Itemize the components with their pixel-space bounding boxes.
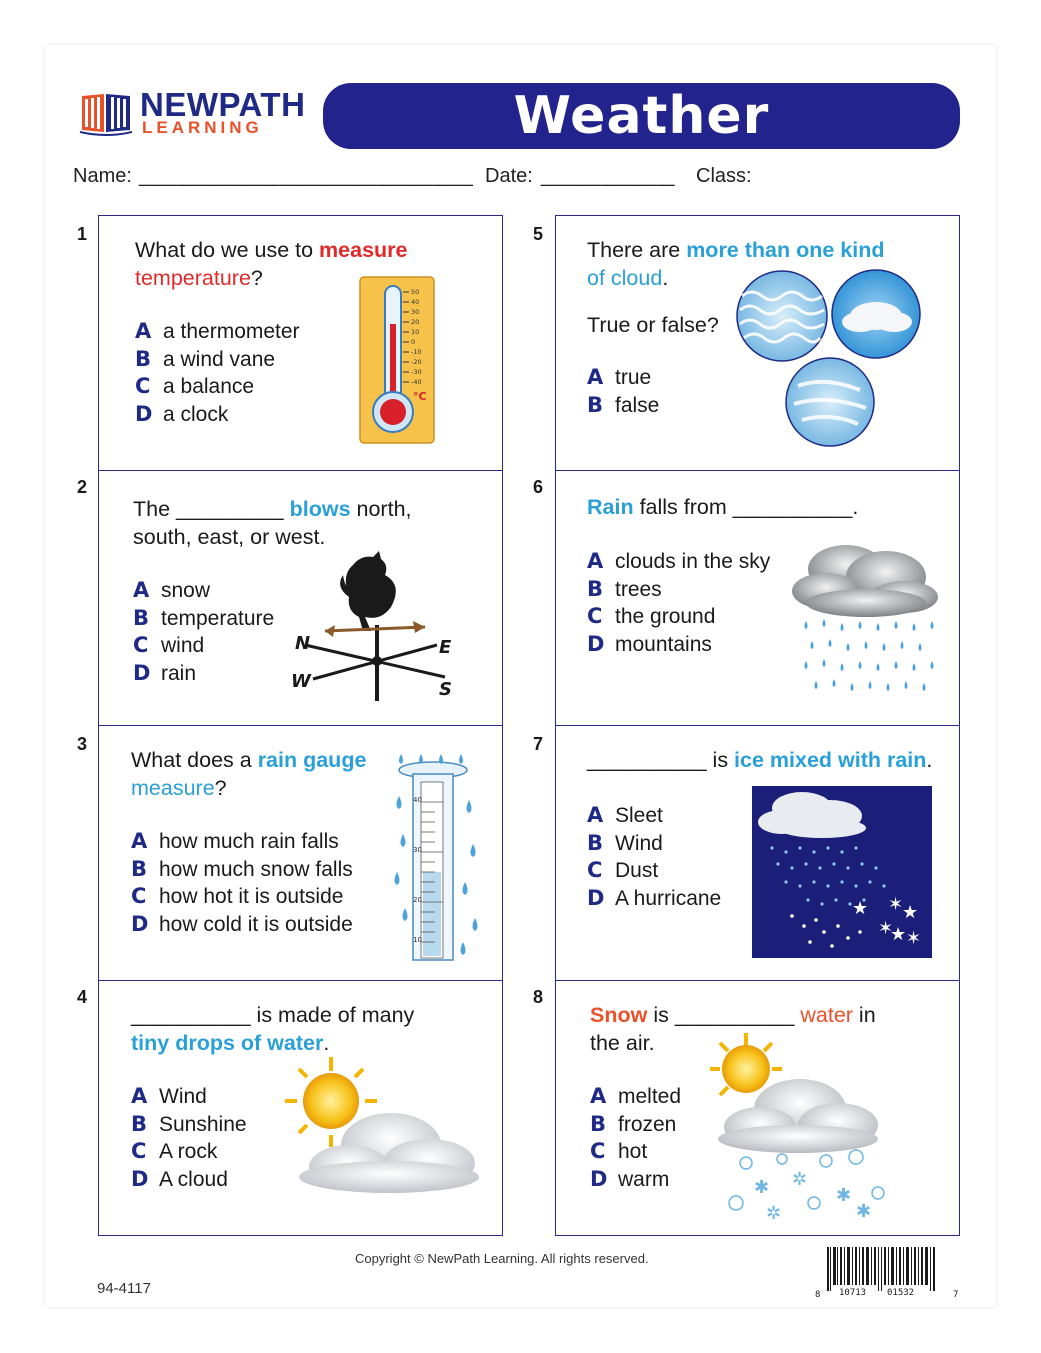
question-card-4	[98, 980, 503, 1236]
question-keyword: ice mixed with rain	[734, 748, 927, 772]
answer-option[interactable]: C how hot it is outside	[131, 884, 344, 908]
question-card-8	[555, 980, 960, 1236]
answer-option[interactable]: C Dust	[587, 858, 659, 882]
question-text-part: What do we use to	[135, 238, 320, 262]
answer-option[interactable]: C A rock	[131, 1139, 218, 1163]
question-keyword: measure	[131, 776, 215, 800]
question-keyword: Snow	[590, 1003, 648, 1027]
answer-option[interactable]: A how much rain falls	[131, 829, 339, 853]
answer-option[interactable]: B Wind	[587, 830, 663, 855]
answer-option[interactable]: C the ground	[587, 604, 716, 628]
answer-options	[587, 548, 770, 658]
answer-option[interactable]: A a thermometer	[135, 319, 300, 343]
scale-label: 10	[413, 936, 422, 944]
svg-text:✱: ✱	[836, 1185, 852, 1206]
thermometer-image	[359, 276, 435, 444]
answer-option[interactable]: B temperature	[133, 605, 275, 630]
question-number: 5	[533, 224, 544, 244]
class-label: Class:	[696, 165, 752, 187]
answer-option[interactable]: A melted	[590, 1084, 682, 1108]
question-text: There are more than one kind of cloud.	[587, 238, 885, 290]
question-number: 1	[77, 224, 88, 244]
scale-label: 40	[413, 796, 422, 804]
question-keyword: tiny drops of water	[131, 1031, 324, 1055]
svg-text:✲: ✲	[792, 1169, 808, 1190]
answer-option[interactable]: C a balance	[135, 374, 255, 398]
question-text: The _________ blows north, south, east, or west.	[133, 497, 412, 549]
question-text-part: ?	[250, 266, 263, 290]
answer-options	[135, 318, 300, 428]
date-blank[interactable]: ____________	[541, 165, 675, 187]
scale-label: 30	[411, 308, 420, 316]
scale-label: 10	[411, 328, 420, 336]
question-number: 4	[77, 987, 88, 1007]
scale-label: 40	[411, 298, 420, 306]
question-text: __________ is ice mixed with rain.	[587, 748, 933, 772]
cloud-types-image	[734, 268, 924, 448]
svg-text:★: ★	[890, 924, 907, 945]
scale-label: 30	[413, 846, 422, 854]
scale-label: 20	[411, 318, 420, 326]
question-number: 3	[77, 734, 88, 754]
question-keyword: blows	[289, 497, 351, 521]
answer-option[interactable]: A true	[587, 365, 652, 389]
answer-option[interactable]: B false	[587, 392, 660, 417]
answer-option[interactable]: D warm	[590, 1166, 670, 1191]
question-keyword: temperature	[135, 266, 251, 290]
answer-option[interactable]: B a wind vane	[135, 346, 276, 371]
answer-option[interactable]: C wind	[133, 633, 205, 657]
barcode-digit: 7	[953, 1290, 959, 1300]
svg-text:★: ★	[852, 898, 869, 919]
answer-option[interactable]: B trees	[587, 576, 662, 601]
barcode-digit: 10713	[839, 1288, 867, 1298]
answer-option[interactable]: A snow	[133, 578, 211, 602]
question-text: __________ is made of many tiny drops of water.	[131, 1003, 415, 1055]
copyright-notice: Copyright © NewPath Learning. All rights reserved.	[355, 1251, 649, 1266]
question-number: 6	[533, 477, 544, 497]
answer-option[interactable]: C hot	[590, 1139, 648, 1163]
answer-option[interactable]: B how much snow falls	[131, 856, 353, 881]
sleet-image	[752, 786, 932, 958]
question-card-3	[98, 725, 503, 981]
question-keyword: of cloud	[587, 266, 663, 290]
scale-label: 20	[413, 896, 422, 904]
answer-options	[590, 1083, 681, 1193]
answer-option[interactable]: D rain	[133, 660, 197, 685]
student-info-row	[73, 165, 973, 191]
svg-text:✶: ✶	[906, 928, 922, 949]
answer-option[interactable]: A Sleet	[587, 803, 663, 827]
answer-option[interactable]: D A hurricane	[587, 885, 722, 910]
answer-option[interactable]: D a clock	[135, 401, 229, 426]
answer-options	[131, 828, 353, 938]
svg-text:✶: ✶	[888, 894, 904, 915]
sun-and-cloud-image	[279, 1055, 485, 1205]
question-card-2	[98, 470, 503, 726]
barcode-digit: 8	[815, 1290, 821, 1300]
question-keyword: measure	[319, 238, 408, 262]
scale-label: -30	[411, 368, 422, 376]
svg-text:✲: ✲	[766, 1203, 782, 1221]
question-keyword: more than one kind	[686, 238, 885, 262]
rain-cloud-image	[786, 541, 946, 701]
true-false-prompt: True or false?	[587, 313, 719, 337]
scale-label: -20	[411, 358, 422, 366]
compass-label: S	[439, 679, 452, 700]
question-keyword: Rain	[587, 495, 634, 519]
question-text: What does a rain gauge measure?	[131, 748, 367, 800]
svg-text:✶: ✶	[878, 918, 894, 939]
date-label: Date:	[485, 165, 533, 187]
answer-option[interactable]: D mountains	[587, 631, 712, 656]
svg-text:✱: ✱	[754, 1177, 770, 1198]
celsius-label: °C	[413, 390, 427, 403]
answer-option[interactable]: D A cloud	[131, 1166, 228, 1191]
answer-option[interactable]: B frozen	[590, 1111, 677, 1136]
barcode-digit: 01532	[887, 1288, 915, 1298]
question-text: Snow is __________ water in the air.	[590, 1003, 876, 1055]
question-card-6	[555, 470, 960, 726]
answer-option[interactable]: A Wind	[131, 1084, 207, 1108]
name-label: Name:	[73, 165, 132, 187]
question-card-5	[555, 215, 960, 471]
scale-label: 50	[411, 288, 420, 296]
scale-label: -10	[411, 348, 422, 356]
compass-label: E	[439, 637, 452, 658]
page-title: Weather	[513, 86, 770, 146]
weather-vane-image	[291, 545, 461, 705]
logo-wordmark-newpath: NEWPATH	[140, 86, 306, 123]
compass-label: N	[295, 633, 311, 654]
scale-label: -40	[411, 378, 422, 386]
title-banner	[323, 83, 960, 149]
answer-option[interactable]: A clouds in the sky	[587, 549, 771, 573]
question-card-7	[555, 725, 960, 981]
answer-options	[133, 577, 274, 687]
rain-gauge-image	[391, 752, 483, 966]
answer-option[interactable]: B Sunshine	[131, 1111, 247, 1136]
newpath-logo	[80, 88, 310, 140]
question-number: 7	[533, 734, 544, 754]
question-keyword: water	[800, 1003, 853, 1027]
sun-cloud-snow-image	[706, 1033, 902, 1221]
question-number: 8	[533, 987, 544, 1007]
answer-options	[131, 1083, 247, 1193]
svg-text:✱: ✱	[856, 1201, 872, 1221]
answer-options	[587, 802, 721, 912]
compass-label: W	[291, 671, 311, 692]
scale-label: 0	[411, 338, 416, 346]
question-text: Rain falls from __________.	[587, 495, 859, 519]
name-blank[interactable]: ______________________________	[139, 165, 473, 187]
book-logo-icon	[80, 90, 132, 136]
answer-options	[587, 364, 659, 419]
logo-wordmark-learning: LEARNING	[142, 118, 263, 137]
answer-option[interactable]: D how cold it is outside	[131, 911, 353, 936]
barcode-image	[815, 1245, 965, 1301]
question-number: 2	[77, 477, 88, 497]
question-keyword: rain gauge	[257, 748, 367, 772]
question-card-1	[98, 215, 503, 471]
svg-text:★: ★	[902, 902, 919, 923]
product-code: 94-4117	[97, 1280, 151, 1297]
